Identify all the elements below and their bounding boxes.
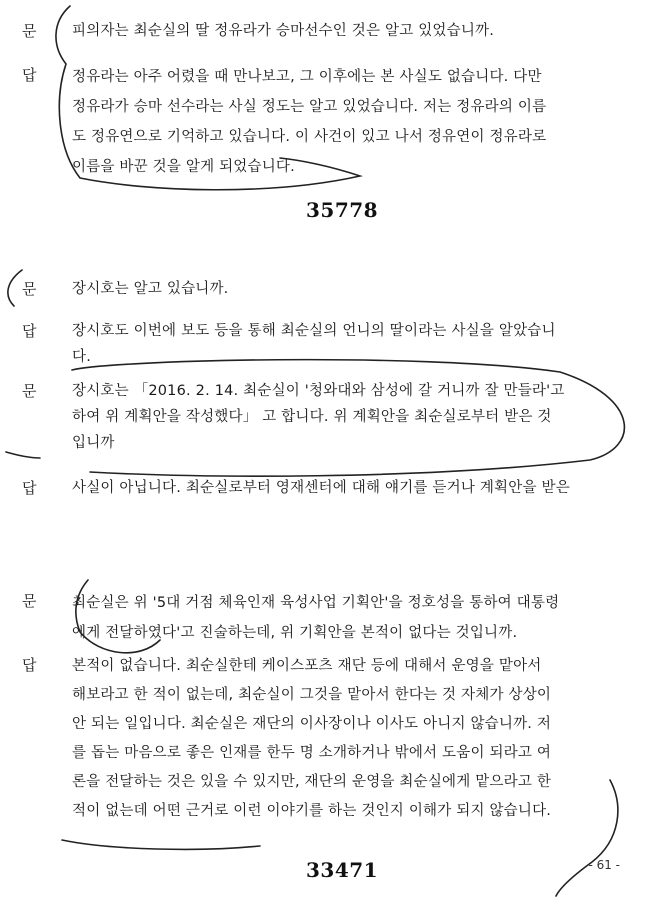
answer-label: 답 [22, 656, 37, 674]
answer-text [72, 62, 602, 182]
text-line: 정유라가 승마 선수라는 사실 정도는 알고 있었습니다. 저는 정유라의 이름 [72, 99, 547, 115]
text-line: 다. [72, 349, 92, 365]
answer-text [72, 318, 602, 370]
question-label: 문 [22, 280, 37, 298]
text-line: 장시호는 「2016. 2. 14. 최순실이 '청와대와 삼성에 갈 거니까 잘 만들라'고 [72, 383, 565, 399]
question-label: 문 [22, 592, 37, 610]
question-text [72, 18, 602, 44]
question-text [72, 276, 602, 302]
text-line: 입니까 [72, 435, 115, 451]
answer-label: 답 [22, 479, 37, 497]
text-line: 피의자는 최순실의 딸 정유라가 승마선수인 것은 알고 있었습니까. [72, 23, 495, 39]
text-line: 를 돕는 마음으로 좋은 인재를 한두 명 소개하거나 밖에서 도움이 되라고 여 [72, 745, 552, 761]
text-line: 사실이 아닙니다. 최순실로부터 영재센터에 대해 얘기를 듣거나 계획안을 받은 [72, 480, 570, 496]
text-line: 론을 전달하는 것은 있을 수 있지만, 재단의 운영을 최순실에게 맡으라고 한 [72, 774, 552, 790]
question-text [72, 378, 602, 456]
text-line: 이름을 바꾼 것을 알게 되었습니다. [72, 159, 295, 175]
text-line: 도 정유연으로 기억하고 있습니다. 이 사건이 있고 나서 정유연이 정유라로 [72, 129, 547, 145]
answer-text [72, 652, 602, 826]
text-line: 장시호도 이번에 보도 등을 통해 최순실의 언니의 딸이라는 사실을 알았습니 [72, 323, 556, 339]
text-line: 하여 위 계획안을 작성했다」 고 합니다. 위 계획안을 최순실로부터 받은 것 [72, 409, 552, 425]
answer-label: 답 [22, 322, 37, 340]
text-line: 안 되는 일입니다. 최순실은 재단의 이사장이나 이사도 아니지 않습니까. 저 [72, 716, 552, 732]
pen-tick-mark [6, 452, 40, 458]
text-line: 장시호는 알고 있습니까. [72, 281, 229, 297]
question-text [72, 588, 602, 648]
text-line: 적이 없는데 어떤 근거로 이런 이야기를 하는 것인지 이해가 되지 않습니다. [72, 803, 552, 819]
record-stamp-top: 35778 [306, 198, 379, 222]
answer-text [72, 475, 602, 501]
text-line: 에게 전달하였다'고 진술하는데, 위 기획안을 본적이 없다는 것입니까. [72, 625, 518, 641]
text-line: 해보라고 한 적이 없는데, 최순실이 그것을 맡아서 한다는 것 자체가 상상이 [72, 687, 552, 703]
question-label: 문 [22, 22, 37, 40]
text-line: 최순실은 위 '5대 거점 체육인재 육성사업 기획안'을 정호성을 통하여 대통령 [72, 595, 560, 611]
text-line: 정유라는 아주 어렸을 때 만나보고, 그 이후에는 본 사실도 없습니다. 다만 [72, 69, 542, 85]
text-line: 본적이 없습니다. 최순실한테 케이스포츠 재단 등에 대해서 운영을 맡아서 [72, 658, 542, 674]
page-number: - 61 - [588, 858, 620, 872]
question-label: 문 [22, 382, 37, 400]
record-stamp-bottom: 33471 [306, 858, 379, 882]
answer-label: 답 [22, 66, 37, 84]
